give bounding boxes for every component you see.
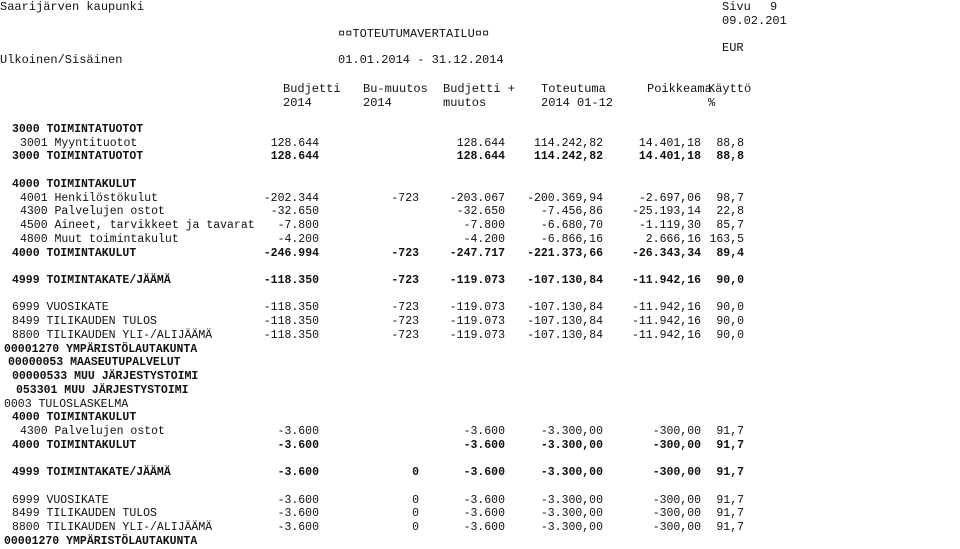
- row-label: 4500 Aineet, tarvikkeet ja tavarat: [20, 219, 255, 232]
- cell-col5: 2.666,16: [645, 233, 701, 246]
- cell-col6: 22,8: [716, 205, 744, 218]
- cell-col4: -200.369,94: [527, 192, 603, 205]
- cell-col5: -25.193,14: [631, 205, 701, 218]
- cell-col2: -723: [391, 274, 419, 287]
- col-budget-total-h2: muutos: [443, 96, 487, 110]
- row-label: 4999 TOIMINTAKATE/JÄÄMÄ: [12, 466, 171, 479]
- cell-col6: 88,8: [716, 137, 744, 150]
- period-label: 01.01.2014 - 31.12.2014: [338, 53, 504, 67]
- cell-col5: -26.343,34: [631, 247, 701, 260]
- cell-col1: -118.350: [263, 301, 319, 314]
- col-actual-h1: Toteutuma: [541, 82, 606, 96]
- cell-col2: 0: [412, 494, 419, 507]
- col-change-h2: 2014: [363, 96, 392, 110]
- col-budget-total-h1: Budjetti +: [443, 82, 516, 96]
- cell-col3: -119.073: [449, 315, 505, 328]
- cell-col6: 89,4: [716, 247, 744, 260]
- cell-col5: -300,00: [652, 439, 701, 452]
- cell-col5: -1.119,30: [638, 219, 701, 232]
- cell-col3: -119.073: [449, 301, 505, 314]
- row-label: 3000 TOIMINTATUOTOT: [12, 150, 144, 163]
- cell-col4: 114.242,82: [533, 150, 603, 163]
- cell-col6: 88,8: [716, 150, 744, 163]
- cell-col1: -202.344: [263, 192, 319, 205]
- cell-col1: -3.600: [277, 425, 319, 438]
- cell-col3: -3.600: [463, 521, 505, 534]
- row-label: 4001 Henkilöstökulut: [20, 192, 159, 205]
- cell-col5: -300,00: [652, 521, 701, 534]
- row-label: 4000 TOIMINTAKULUT: [12, 178, 137, 191]
- row-label: 4000 TOIMINTAKULUT: [12, 411, 137, 424]
- row-label: 3001 Myyntituotot: [20, 137, 138, 150]
- col-usage-h2: %: [708, 96, 716, 110]
- cell-col1: -32.650: [270, 205, 319, 218]
- cell-col5: -300,00: [652, 494, 701, 507]
- cell-col4: -3.300,00: [540, 507, 603, 520]
- cell-col2: -723: [391, 315, 419, 328]
- row-label: 4999 TOIMINTAKATE/JÄÄMÄ: [12, 274, 171, 287]
- cell-col4: -107.130,84: [527, 301, 603, 314]
- row-label: 8800 TILIKAUDEN YLI-/ALIJÄÄMÄ: [12, 521, 213, 534]
- currency-label: EUR: [722, 41, 744, 55]
- row-label: 00001270 YMPÄRISTÖLAUTAKUNTA: [4, 535, 198, 548]
- cell-col4: -221.373,66: [527, 247, 603, 260]
- col-change-h1: Bu-muutos: [363, 82, 428, 96]
- row-label: 4800 Muut toimintakulut: [20, 233, 179, 246]
- row-label: 00000533 MUU JÄRJESTYSTOIMI: [12, 370, 199, 383]
- org-name: Saarijärven kaupunki: [0, 0, 145, 14]
- cell-col4: -6.680,70: [540, 219, 603, 232]
- cell-col1: -4.200: [277, 233, 319, 246]
- cell-col6: 91,7: [716, 439, 744, 452]
- row-label: 4300 Palvelujen ostot: [20, 205, 165, 218]
- scope-label: Ulkoinen/Sisäinen: [0, 53, 123, 67]
- row-label: 6999 VUOSIKATE: [12, 494, 109, 507]
- cell-col3: -3.600: [463, 425, 505, 438]
- cell-col1: -3.600: [277, 466, 319, 479]
- cell-col2: 0: [412, 521, 419, 534]
- col-variance-h1: Poikkeama: [647, 82, 712, 96]
- cell-col1: -3.600: [277, 507, 319, 520]
- cell-col4: -3.300,00: [540, 466, 603, 479]
- cell-col1: -3.600: [277, 521, 319, 534]
- cell-col2: 0: [412, 466, 419, 479]
- cell-col3: -3.600: [463, 466, 505, 479]
- row-label: 00001270 YMPÄRISTÖLAUTAKUNTA: [4, 343, 198, 356]
- cell-col2: -723: [391, 301, 419, 314]
- cell-col3: -119.073: [449, 329, 505, 342]
- cell-col5: -11.942,16: [631, 329, 701, 342]
- cell-col3: -32.650: [456, 205, 505, 218]
- cell-col4: -107.130,84: [527, 315, 603, 328]
- cell-col2: -723: [391, 192, 419, 205]
- cell-col3: -3.600: [463, 494, 505, 507]
- cell-col5: -300,00: [652, 466, 701, 479]
- cell-col6: 91,7: [716, 507, 744, 520]
- cell-col3: -4.200: [463, 233, 505, 246]
- cell-col4: -7.456,86: [540, 205, 603, 218]
- cell-col6: 90,0: [716, 329, 744, 342]
- cell-col1: 128.644: [270, 137, 319, 150]
- row-label: 8499 TILIKAUDEN TULOS: [12, 315, 157, 328]
- cell-col3: -3.600: [463, 507, 505, 520]
- row-label: 4000 TOIMINTAKULUT: [12, 247, 137, 260]
- row-label: 4300 Palvelujen ostot: [20, 425, 165, 438]
- cell-col1: 128.644: [270, 150, 319, 163]
- cell-col6: 90,0: [716, 315, 744, 328]
- cell-col5: -2.697,06: [638, 192, 701, 205]
- cell-col4: -3.300,00: [540, 494, 603, 507]
- row-label: 6999 VUOSIKATE: [12, 301, 109, 314]
- cell-col4: -3.300,00: [540, 425, 603, 438]
- cell-col5: -11.942,16: [631, 274, 701, 287]
- cell-col2: 0: [412, 507, 419, 520]
- cell-col4: -107.130,84: [527, 329, 603, 342]
- cell-col6: 163,5: [709, 233, 744, 246]
- col-budget-h1: Budjetti: [283, 82, 341, 96]
- cell-col6: 90,0: [716, 301, 744, 314]
- cell-col5: -11.942,16: [631, 315, 701, 328]
- col-budget-h2: 2014: [283, 96, 312, 110]
- cell-col6: 91,7: [716, 425, 744, 438]
- cell-col1: -118.350: [263, 315, 319, 328]
- cell-col3: 128.644: [456, 150, 505, 163]
- cell-col4: -3.300,00: [540, 521, 603, 534]
- cell-col5: 14.401,18: [638, 137, 701, 150]
- cell-col3: 128.644: [456, 137, 505, 150]
- cell-col3: -7.800: [463, 219, 505, 232]
- cell-col3: -119.073: [449, 274, 505, 287]
- cell-col5: -11.942,16: [631, 301, 701, 314]
- cell-col1: -246.994: [263, 247, 319, 260]
- report-date: 09.02.201: [722, 14, 787, 28]
- cell-col4: 114.242,82: [533, 137, 603, 150]
- cell-col1: -3.600: [277, 494, 319, 507]
- cell-col3: -247.717: [449, 247, 505, 260]
- cell-col1: -118.350: [263, 329, 319, 342]
- cell-col4: -107.130,84: [527, 274, 603, 287]
- cell-col4: -3.300,00: [540, 439, 603, 452]
- row-label: 3000 TOIMINTATUOTOT: [12, 123, 144, 136]
- row-label: 4000 TOIMINTAKULUT: [12, 439, 137, 452]
- cell-col3: -203.067: [449, 192, 505, 205]
- row-label: 8499 TILIKAUDEN TULOS: [12, 507, 157, 520]
- cell-col6: 91,7: [716, 494, 744, 507]
- cell-col6: 91,7: [716, 466, 744, 479]
- cell-col6: 85,7: [716, 219, 744, 232]
- page-label: Sivu: [722, 0, 751, 14]
- cell-col2: -723: [391, 247, 419, 260]
- row-label: 053301 MUU JÄRJESTYSTOIMI: [16, 384, 189, 397]
- row-label: 0003 TULOSLASKELMA: [4, 398, 129, 411]
- col-actual-h2: 2014 01-12: [541, 96, 614, 110]
- cell-col6: 91,7: [716, 521, 744, 534]
- cell-col5: -300,00: [652, 507, 701, 520]
- cell-col1: -3.600: [277, 439, 319, 452]
- cell-col5: 14.401,18: [638, 150, 701, 163]
- report-title: ¤¤TOTEUTUMAVERTAILU¤¤: [338, 27, 490, 41]
- cell-col1: -7.800: [277, 219, 319, 232]
- cell-col1: -118.350: [263, 274, 319, 287]
- cell-col6: 98,7: [716, 192, 744, 205]
- row-label: 00000053 MAASEUTUPALVELUT: [8, 356, 181, 369]
- page-number: 9: [770, 0, 778, 14]
- cell-col6: 90,0: [716, 274, 744, 287]
- cell-col4: -6.866,16: [540, 233, 603, 246]
- row-label: 8800 TILIKAUDEN YLI-/ALIJÄÄMÄ: [12, 329, 213, 342]
- cell-col3: -3.600: [463, 439, 505, 452]
- col-usage-h1: Käyttö: [708, 82, 752, 96]
- cell-col2: -723: [391, 329, 419, 342]
- cell-col5: -300,00: [652, 425, 701, 438]
